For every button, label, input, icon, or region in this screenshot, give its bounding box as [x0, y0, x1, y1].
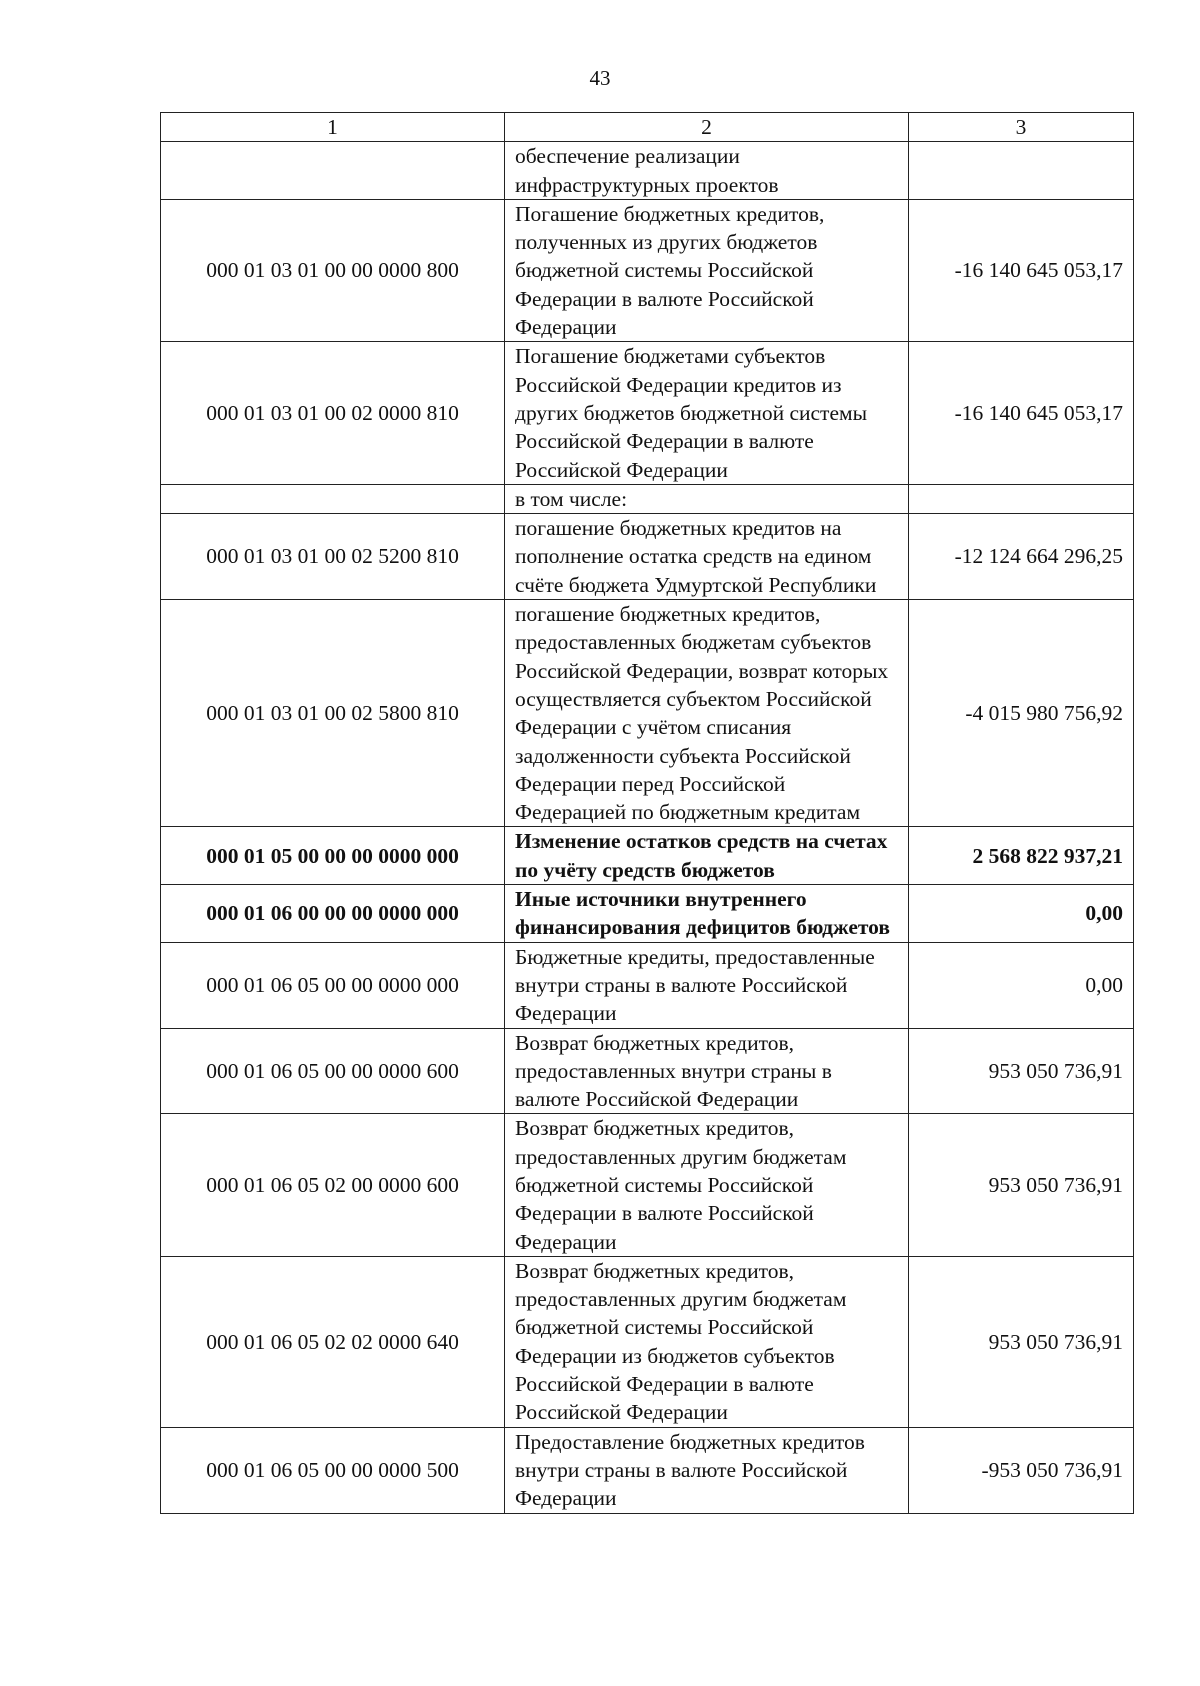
- column-header-2: 2: [505, 113, 909, 142]
- amount-cell: 953 050 736,91: [909, 1114, 1134, 1256]
- table-row: [161, 199, 1134, 341]
- description-cell: погашение бюджетных кредитов на пополнение остатка средств на едином счёте бюджета Удмуртской Республики: [505, 514, 909, 600]
- code-cell: 000 01 03 01 00 00 0000 800: [161, 199, 505, 341]
- amount-cell: -16 140 645 053,17: [909, 199, 1134, 341]
- description-cell: Изменение остатков средств на счетах по учёту средств бюджетов: [505, 827, 909, 885]
- table-row: [161, 1114, 1134, 1256]
- amount-cell: 2 568 822 937,21: [909, 827, 1134, 885]
- amount-cell: -12 124 664 296,25: [909, 514, 1134, 600]
- amount-cell: -16 140 645 053,17: [909, 342, 1134, 484]
- amount-cell: -953 050 736,91: [909, 1427, 1134, 1513]
- amount-cell: 953 050 736,91: [909, 1028, 1134, 1114]
- description-cell: в том числе:: [505, 484, 909, 513]
- description-cell: Погашение бюджетами субъектов Российской Федерации кредитов из других бюджетов бюджетной системы Российской Федерации в валюте Российской Федерации: [505, 342, 909, 484]
- code-cell: 000 01 06 05 02 00 0000 600: [161, 1114, 505, 1256]
- table-row: [161, 885, 1134, 943]
- table-row: [161, 600, 1134, 827]
- code-cell: 000 01 03 01 00 02 5200 810: [161, 514, 505, 600]
- table-row: [161, 514, 1134, 600]
- table-row: [161, 484, 1134, 513]
- code-cell: 000 01 06 00 00 00 0000 000: [161, 885, 505, 943]
- table-row: [161, 1256, 1134, 1427]
- page-number: 43: [589, 66, 611, 90]
- code-cell: 000 01 06 05 00 00 0000 600: [161, 1028, 505, 1114]
- description-cell: обеспечение реализации инфраструктурных проектов: [505, 142, 909, 200]
- code-cell: 000 01 05 00 00 00 0000 000: [161, 827, 505, 885]
- code-cell: [161, 484, 505, 513]
- description-cell: Возврат бюджетных кредитов, предоставленных внутри страны в валюте Российской Федерации: [505, 1028, 909, 1114]
- code-cell: 000 01 03 01 00 02 0000 810: [161, 342, 505, 484]
- column-header-1: 1: [161, 113, 505, 142]
- code-cell: [161, 142, 505, 200]
- code-cell: 000 01 06 05 00 00 0000 000: [161, 942, 505, 1028]
- code-cell: 000 01 03 01 00 02 5800 810: [161, 600, 505, 827]
- description-cell: Иные источники внутреннего финансирования дефицитов бюджетов: [505, 885, 909, 943]
- description-cell: Погашение бюджетных кредитов, полученных из других бюджетов бюджетной системы Российской Федерации в валюте Российской Федерации: [505, 199, 909, 341]
- code-cell: 000 01 06 05 02 02 0000 640: [161, 1256, 505, 1427]
- code-cell: 000 01 06 05 00 00 0000 500: [161, 1427, 505, 1513]
- description-cell: Бюджетные кредиты, предоставленные внутри страны в валюте Российской Федерации: [505, 942, 909, 1028]
- description-cell: Возврат бюджетных кредитов, предоставленных другим бюджетам бюджетной системы Российской Федерации из бюджетов субъектов Российской Федерации в валюте Российской Федерации: [505, 1256, 909, 1427]
- description-cell: Предоставление бюджетных кредитов внутри страны в валюте Российской Федерации: [505, 1427, 909, 1513]
- table-row: [161, 827, 1134, 885]
- amount-cell: 0,00: [909, 885, 1134, 943]
- amount-cell: -4 015 980 756,92: [909, 600, 1134, 827]
- description-cell: погашение бюджетных кредитов, предоставленных бюджетам субъектов Российской Федерации, возврат которых осуществляется субъектом Российской Федерации с учётом списания задолженности субъекта Российской Федерации перед Российской Федерацией по бюджетным кредитам: [505, 600, 909, 827]
- table-row: [161, 1427, 1134, 1513]
- amount-cell: 0,00: [909, 942, 1134, 1028]
- column-header-3: 3: [909, 113, 1134, 142]
- budget-sources-table: [160, 112, 1134, 1514]
- amount-cell: [909, 142, 1134, 200]
- table-row: [161, 1028, 1134, 1114]
- table-row: [161, 942, 1134, 1028]
- amount-cell: 953 050 736,91: [909, 1256, 1134, 1427]
- table-header-row: [161, 113, 1134, 142]
- description-cell: Возврат бюджетных кредитов, предоставленных другим бюджетам бюджетной системы Российской Федерации в валюте Российской Федерации: [505, 1114, 909, 1256]
- amount-cell: [909, 484, 1134, 513]
- table-row: [161, 142, 1134, 200]
- table-row: [161, 342, 1134, 484]
